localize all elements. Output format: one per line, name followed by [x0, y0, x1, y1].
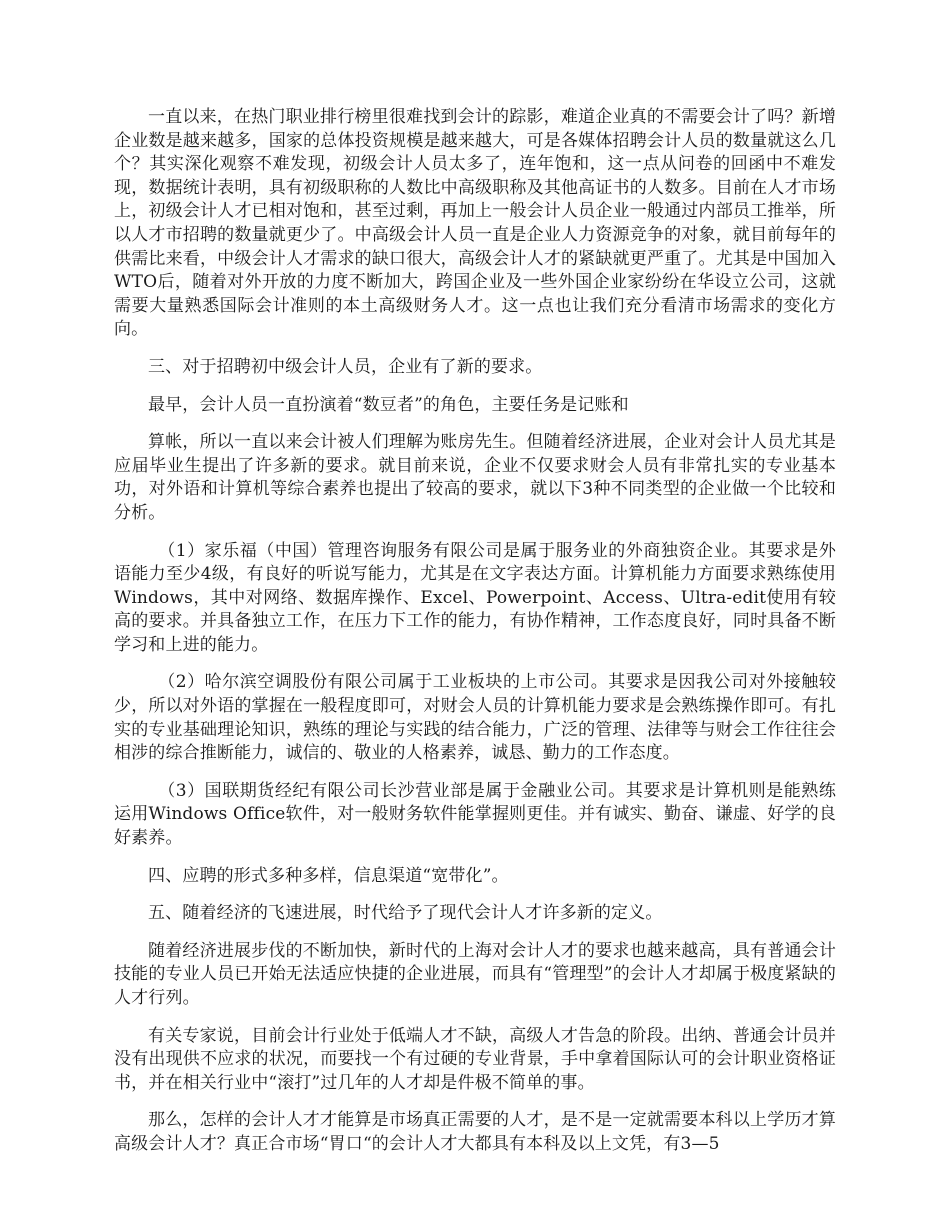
list-item-carrefour: （1）家乐福（中国）管理咨询服务有限公司是属于服务业的外商独资企业。其要求是外语能力至少4级，有良好的听说写能力，尤其是在文字表达方面。计算机能力方面要求熟练使用Windows，其中对网络、数据库操作、Excel、Powerpoint、Access、Ultra-edit使用有较高的要求。并具备独立工作，在压力下工作的能力，有协作精神，工作态度良好，同时具备不断学习和上进的能力。 [114, 540, 836, 655]
paragraph-intro: 一直以来，在热门职业排行榜里很难找到会计的踪影，难道企业真的不需要会计了吗？新增企业数是越来越多，国家的总体投资规模是越来越大，可是各媒体招聘会计人员的数量就这么几个？其实深化观察不难发现，初级会计人员太多了，连年饱和，这一点从问卷的回函中不难发现，数据统计表明，具有初级职称的人数比中高级职称及其他高证书的人数多。目前在人才市场上，初级会计人才已相对饱和，甚至过剩，再加上一般会计人员企业一般通过内部员工推举，所以人才市招聘的数量就更少了。中高级会计人员一直是企业人力资源竞争的对象，就目前每年的供需比来看，中级会计人才需求的缺口很大，高级会计人才的紧缺就更严重了。尤其是中国加入WTO后，随着对外开放的力度不断加大，跨国企业及一些外国企业家纷纷在华设立公司，这就需要大量熟悉国际会计准则的本土高级财务人才。这一点也让我们充分看清市场需求的变化方向。 [114, 107, 836, 340]
paragraph-shanghai: 随着经济进展步伐的不断加快，新时代的上海对会计人才的要求也越来越高，具有普通会计技能的专业人员已开始无法适应快捷的企业进展，而具有“管理型”的会计人才却属于极度紧缺的人才行列。 [114, 940, 836, 1008]
section-heading-4: 四、应聘的形式多种多样，信息渠道“宽带化”。 [148, 865, 509, 886]
list-item-harbin-ac: （2）哈尔滨空调股份有限公司属于工业板块的上市公司。其要求是因我公司对外接触较少，所以对外语的掌握在一般程度即可，对财会人员的计算机能力要求是会熟练操作即可。有扎实的专业基础理论知识，熟练的理论与实践的结合能力，广泛的管理、法律等与财会工作往往会相涉的综合推断能力，诚信的、敬业的人格素养，诚恳、勤力的工作态度。 [114, 672, 836, 764]
paragraph-requirements: 算帐，所以一直以来会计被人们理解为账房先生。但随着经济进展，企业对会计人员尤其是应届毕业生提出了许多新的要求。就目前来说，企业不仅要求财会人员有非常扎实的专业基本功，对外语和计算机等综合素养也提出了较高的要求，就以下3种不同类型的企业做一个比较和分析。 [114, 432, 836, 523]
document-body [114, 106, 836, 1171]
paragraph-conclusion: 那么，怎样的会计人才才能算是市场真正需要的人才，是不是一定就需要本科以上学历才算高级会计人才？真正合市场“胃口“的会计人才大都具有本科及以上文凭，有3—5 [114, 1110, 836, 1154]
section-heading-3: 三、对于招聘初中级会计人员，企业有了新的要求。 [148, 356, 543, 377]
paragraph-experts: 有关专家说，目前会计行业处于低端人才不缺，高级人才告急的阶段。出纳、普通会计员并没有出现供不应求的状况，而要找一个有过硬的专业背景，手中拿着国际认可的会计职业资格证书，并在相关行业中“滚打”过几年的人才却是件极不简单的事。 [114, 1025, 836, 1093]
section-heading-5: 五、随着经济的飞速进展，时代给予了现代会计人才许多新的定义。 [148, 903, 663, 924]
list-item-guolian-futures: （3）国联期货经纪有限公司长沙营业部是属于金融业公司。其要求是计算机则是能熟练运用Windows Office软件，对一般财务软件能掌握则更佳。并有诚实、勤奋、谦虚、好学的良好素养。 [114, 780, 836, 849]
paragraph-counter-role: 最早，会计人员一直扮演着“数豆者”的角色，主要任务是记账和 [148, 394, 629, 415]
